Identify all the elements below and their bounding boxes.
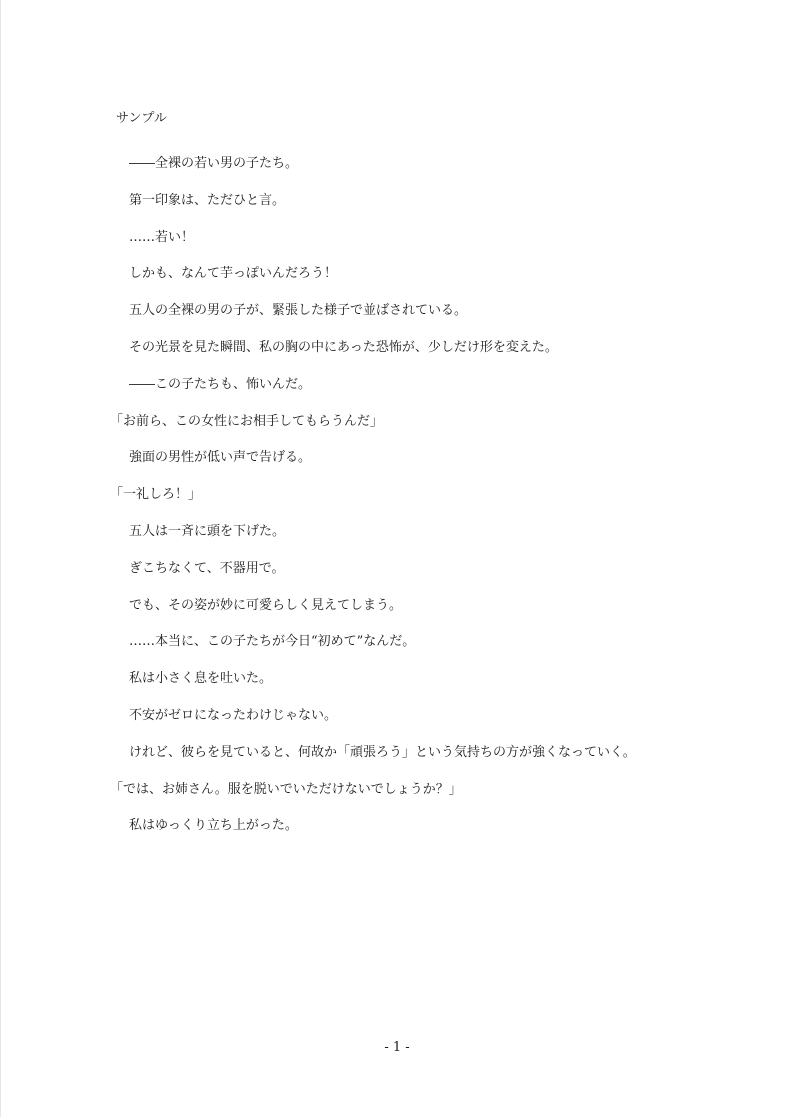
- paragraph: 私は小さく息を吐いた。: [129, 671, 273, 687]
- paragraph: ぎこちなくて、不器用で。: [129, 560, 285, 576]
- paragraph: 強面の男性が低い声で告げる。: [129, 450, 312, 466]
- paragraph: ……若い！: [129, 229, 195, 245]
- paragraph: その光景を見た瞬間、私の胸の中にあった恐怖が、少しだけ形を変えた。: [129, 339, 558, 355]
- paragraph: 五人は一斉に頭を下げた。: [129, 523, 286, 539]
- paragraph: 私はゆっくり立ち上がった。: [129, 818, 298, 834]
- paragraph: けれど、彼らを見ていると、何故か「頑張ろう」という気持ちの方が強くなっていく。: [129, 744, 636, 760]
- paragraph: ――この子たちも、怖いんだ。: [129, 376, 312, 392]
- paragraph: でも、その姿が妙に可愛らしく見えてしまう。: [129, 597, 403, 613]
- paragraph: 不安がゼロになったわけじゃない。: [129, 707, 338, 723]
- paragraph: ――全裸の若い男の子たち。: [129, 156, 299, 171]
- paragraph: ……本当に、この子たちが今日“初めて”なんだ。: [129, 634, 416, 650]
- dialogue-line: 「お前ら、この女性にお相手してもらうんだ」: [110, 413, 384, 429]
- paragraph: 第一印象は、ただひと言。: [129, 192, 286, 208]
- dialogue-line: 「では、お姉さん。服を脱いでいただけないでしょうか？」: [110, 781, 462, 797]
- paragraph: 五人の全裸の男の子が、緊張した様子で並ばされている。: [129, 303, 468, 319]
- page-number: - 1 -: [384, 1040, 410, 1055]
- document-body: [110, 155, 716, 854]
- document-heading: サンプル: [116, 111, 167, 126]
- dialogue-line: 「一礼しろ！」: [110, 487, 202, 503]
- paragraph: しかも、なんて芋っぽいんだろう！: [129, 266, 338, 282]
